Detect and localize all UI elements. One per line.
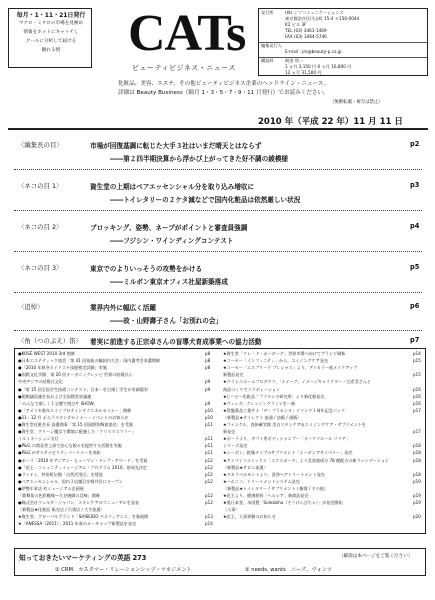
schedule-box [8,8,92,68]
news-item-page: p19 [413,493,421,498]
section-title: 業界内外に幅広く活躍 [90,304,156,312]
news-item: ★クラシエホームプロダクツ、「ナイーブ」イメージキャラクター・辻希美さんと [223,379,372,385]
section-page: p2 [410,140,420,148]
news-item: ●「2010 年秋冬ネイリスト技能検定試験」実施 [18,365,107,371]
section-page: p7 [410,336,420,344]
news-item-page: p8 [205,358,211,364]
intro-line: 詳細は Beauty Business（隔月 1・3・5・7・9・11 月発行）でお読みください。 [118,90,329,96]
news-item: 〈新製品★トイレタリー / サプリメント / 雑貨 / その他〉 [223,485,329,491]
publisher-divider [259,42,427,43]
news-item-page: p11 [205,450,213,456]
news-item-page: p10 [205,407,213,413]
publisher-tel: TEL (03) 3461-1469 [285,28,327,33]
news-item: ★花王より、健康飲料「ヘルシア」新商品発売 [223,493,309,498]
news-item: ★「ANESSA（2011）」2011 年春のメーキャップ新製品を発売 [18,521,137,527]
publisher-address: 東京都渋谷区円山町 15-4 〒150-0044 [285,16,360,21]
news-item: ★ファンケル、直接確実銘 美白スキンケア＆エイジングケア・サプリメントを [223,422,366,427]
section-subtitle: ――第２四半期決算から浮かび上がってきた好不調の綾模様 [110,155,289,163]
english-item: ② needs, wants ニーズ、ウォンツ [245,567,333,573]
english-title: 知っておきたいマーケティングの英語 273 [19,554,147,562]
top-rule [8,128,428,130]
news-item: ★タカラベルモントより、洗浄ヘアトリートメント発売 [223,471,325,477]
news-item: ●KOSÉ WEST 2010 3rd 開催 [18,351,75,356]
news-item-page: p10 [205,414,213,420]
news-item: ★アイバイコスミックス「エクスポータ」より美容液成分 78 種配合の新ファンデーション [223,457,390,463]
english-note: （解説は本ページをご覧ください） [339,554,413,559]
news-item-page: p12 [205,457,213,463]
section-divider [14,169,422,170]
news-item: ●「第 15 回全国学生技術コンテスト」日本一を目指し学生が実調競争 [18,386,148,392]
news-item-page: p18 [413,471,421,477]
news-item-page: p17 [413,407,421,413]
publisher-fee-header: 税金 別一 [285,58,304,63]
news-item: ●株式会社ウェルダ・ジャパン、スキンケアのリニューアルを発表 [18,500,139,506]
publisher-email: E-mail : jm@beauty-p.co.jp [285,49,342,54]
publisher-label: 発行所 [261,10,274,15]
news-item-page: p16 [413,393,421,399]
schedule-line: クールに分析して届ける [25,39,77,44]
news-item-page: p8 [205,351,211,356]
publisher-fee-label: 購読料 [261,58,274,63]
section-title: ブロッキング、姿勢、ネープがポイントと審査員強調 [90,224,248,232]
section-divider [14,330,422,331]
masthead-subtitle: ビューティビジネス・ニュース [132,64,236,72]
section-divider [14,251,422,252]
news-item-page: p12 [205,464,213,470]
news-item: ●伊勢半本店 紅ミュージアム企画展 [18,485,84,491]
news-item: ●ライオン、仲田町伝館「自然活用区」を建設 [18,471,103,477]
news-item: ★ポーラより、ギフト用ボディシャンプー「オードフルール リリア」 [223,436,350,442]
news-item: ●P&G がサステナビリティパートナーを表彰 [18,450,101,456]
section-subtitle: ――故・山野壽子さん「お別れの会」 [110,317,223,325]
publisher-editor-label: 編集発行人 [261,43,282,48]
news-item-page: p9 [205,379,211,385]
section-label: 〈編集長の目〉 [18,141,63,149]
news-item-page: p12 [205,493,213,498]
section-title: 東京でのよりいっそうの攻勢をかける [90,265,203,273]
section-label: 〈角（つのぶえ）笛〉 [18,337,82,345]
news-item: 〈新製品★化粧品 販売店 / 百貨店 / 大手流通〉 [18,507,105,513]
publisher-fax: FAX (03) 3464-5746 [285,34,327,39]
news-item: ★ヴェレダ、クレンジングラインを一新 [223,400,296,406]
section-subtitle: ――トイレタリーの２ケタ減などで国内化粧品は依然厳しい状況 [110,196,301,204]
section-page: p4 [410,222,420,230]
section-subtitle: ――ミルボン東京オフィス社屋新築落成 [110,278,228,286]
news-item: ★黒日本堂、米国製「Solesbiha（そうけんびちゃ）」が発売開始 [223,500,343,506]
news-item: ●日本エステティック協会「第 41 回技能五輪国内大会」国内選考会本選開催 [18,358,160,364]
news-item: 〈人事〉 [223,507,240,513]
publisher-company: (株) ジツコミュニケーションズ [285,10,344,15]
news-item-page: p13 [205,514,213,520]
news-item-page: p18 [413,457,421,463]
section-label: 〈追悼〉 [18,303,44,311]
news-item: ★資生堂、グローバルブランド「SHISEIDO ペネフィアンス」を新展開 [18,514,149,520]
publisher-box [258,8,428,76]
news-item: ●国際文化学園、第 20 回オーガニックレシピ 世界の結婚式ら [18,372,133,378]
news-item: ●ポーラ「2010 年アジアン・ヒューマン・ドップ・アワード」を受賞 [18,457,148,463]
news-item-page: p12 [205,500,213,506]
news-item: ★常盤薬品工業サナ「ザ・プラセンタ」ドリンク１周年記念パック [223,407,346,413]
section-page: p3 [410,181,420,189]
news-item: 〈新製品★ダイレクト 流通 / 訪販 / 通販〉 [223,414,302,420]
news-item: 〈新製品★サロン流通〉 [223,464,268,470]
news-item-page: p16 [413,400,421,406]
news-item-page: p20 [413,514,421,520]
news-item: ●資生堂、グリーン魔女で環境に配慮した「クリスマスツリー」 [18,429,136,435]
news-item-page: p15 [413,358,421,364]
news-item-page: p14 [205,521,213,527]
news-item-page: p8 [205,365,211,371]
section-page: p6 [410,302,420,310]
news-item: ★コーセー「エスプリーク プレシャス」より、アイカラー他メイクアップ [223,365,358,371]
intro-line: 化粧品、美容、エステ、その他ビューティビジネス企業のヘッドライン・ニュース。 [118,81,330,87]
news-item-page: p11 [205,443,213,449]
news-item: 中央アジアの結婚式文化 [18,379,63,385]
news-item-page: p9 [205,386,211,392]
news-item-page: p9 [205,400,211,406]
copyright-note: （無断転載・複写は禁止） [330,100,383,105]
section-title: 着実に前進する正宗卓さんの盲導犬育成事業への協力活動 [90,338,262,346]
news-item-page: p12 [205,478,213,484]
news-item: ●「アメリカ進年エイジプロテインテクニカルセミナー」開催 [18,407,132,413]
news-item: ●11・12 月 ポエラスタンダセミナー・イベントのお知らせ [18,414,129,420]
news-item: ●P&G の開発者上部で安心な飲みを提供する活動を実施 [18,443,122,449]
news-item: ★シーボン、乾燥タイプのサプリメント「シーボンアサイベリー」発売 [223,450,353,456]
schedule-line: 頼れる情 [41,48,61,53]
news-item: 商品づくりでコラボレーション [223,386,281,392]
publisher-building: K2 ビル 3F [285,22,307,27]
masthead-logo: CATs [128,5,246,62]
section-divider [14,292,422,293]
news-box [14,348,426,534]
news-item: ★ハホニコ、トリートメントシステム発売 [223,478,300,484]
news-item-page: p17 [413,429,421,435]
news-item: イルミネーション点灯 [18,436,59,442]
news-item: ★花王、人事異動のお知らせ [223,514,276,520]
news-item: ●「花王・コミュニティミュージアム・プログラム 2010」助成先決定 [18,464,148,470]
section-title: 資生堂の上期はベアエッセンシャル分を取り込み増収に [90,183,255,191]
news-item: ●ベアエッセンシャル、国内３店舗目を軽井沢にオープン [18,478,123,484]
news-item-page: p12 [205,471,213,477]
news-item-page: p18 [413,443,421,449]
section-page: p5 [410,263,420,271]
section-divider [14,210,422,211]
news-item: 新製品発売 [223,372,244,378]
news-item: ●資生堂化粧会長 高濃商事「第 15 回国際装飾賞協会」を受賞 [18,422,134,427]
section-label: 〈ネコの目 3〉 [18,264,63,272]
schedule-title: 毎月・1・11・21日発行 [16,12,86,19]
english-box [14,548,426,576]
news-item: ★コーセー「インフィニティ」から、エイジングケア発売 [223,358,328,364]
news-item: ★資生堂「クレ・ド・ポーボーテ」世界市場へ向けてブランド刷新 [223,351,346,356]
news-item: 「歌舞伎の色彩模様―九谷焼師の目線」開催 [18,493,100,498]
news-item: 「みんなで楽しく１宝歴で遊びサ SHOW」 [18,400,98,406]
schedule-line: 情報をホットにキャッチし [23,30,79,35]
publisher-fee-line: 12 ヵ月 31,500 円 [285,70,322,75]
news-item: ★ピービー化粧品「プラセンタ研究所」より新化粧発売 [223,393,325,399]
news-item-page: p11 [205,436,213,442]
news-item: シリーズ発売 [223,443,248,449]
schedule-line: マクロ・ミクロの市場を見極め [18,21,84,26]
news-item-page: p19 [413,478,421,484]
news-item-page: p11 [205,422,213,427]
english-item: ① CRM カスタマー・リレーションシップ・マネジメント [55,567,192,573]
news-item-page: p19 [413,500,421,506]
section-label: 〈ネコの目 2〉 [18,223,63,231]
news-item: 新発売 [223,429,236,435]
section-subtitle: ――フジシン・ワインディングコンテスト [110,237,234,245]
publisher-fee-line: 1 ヵ月 3,150 円 6 ヵ月 16,800 円 [285,64,352,69]
news-item-page: p15 [413,372,421,378]
section-label: 〈ネコの目 1〉 [18,182,63,190]
section-title: 市場が回復基調に転じた大手３社はいまだ晴天とはならず [90,142,262,150]
news-item-page: p16 [413,386,421,392]
issue-date: 2010 年（平成 22 年）11 月 11 日 [258,117,403,127]
news-item-page: p18 [413,450,421,456]
news-item-page: p14 [413,351,421,356]
news-item: ●髪類議員連会長および全国理美容議連 [18,393,92,399]
